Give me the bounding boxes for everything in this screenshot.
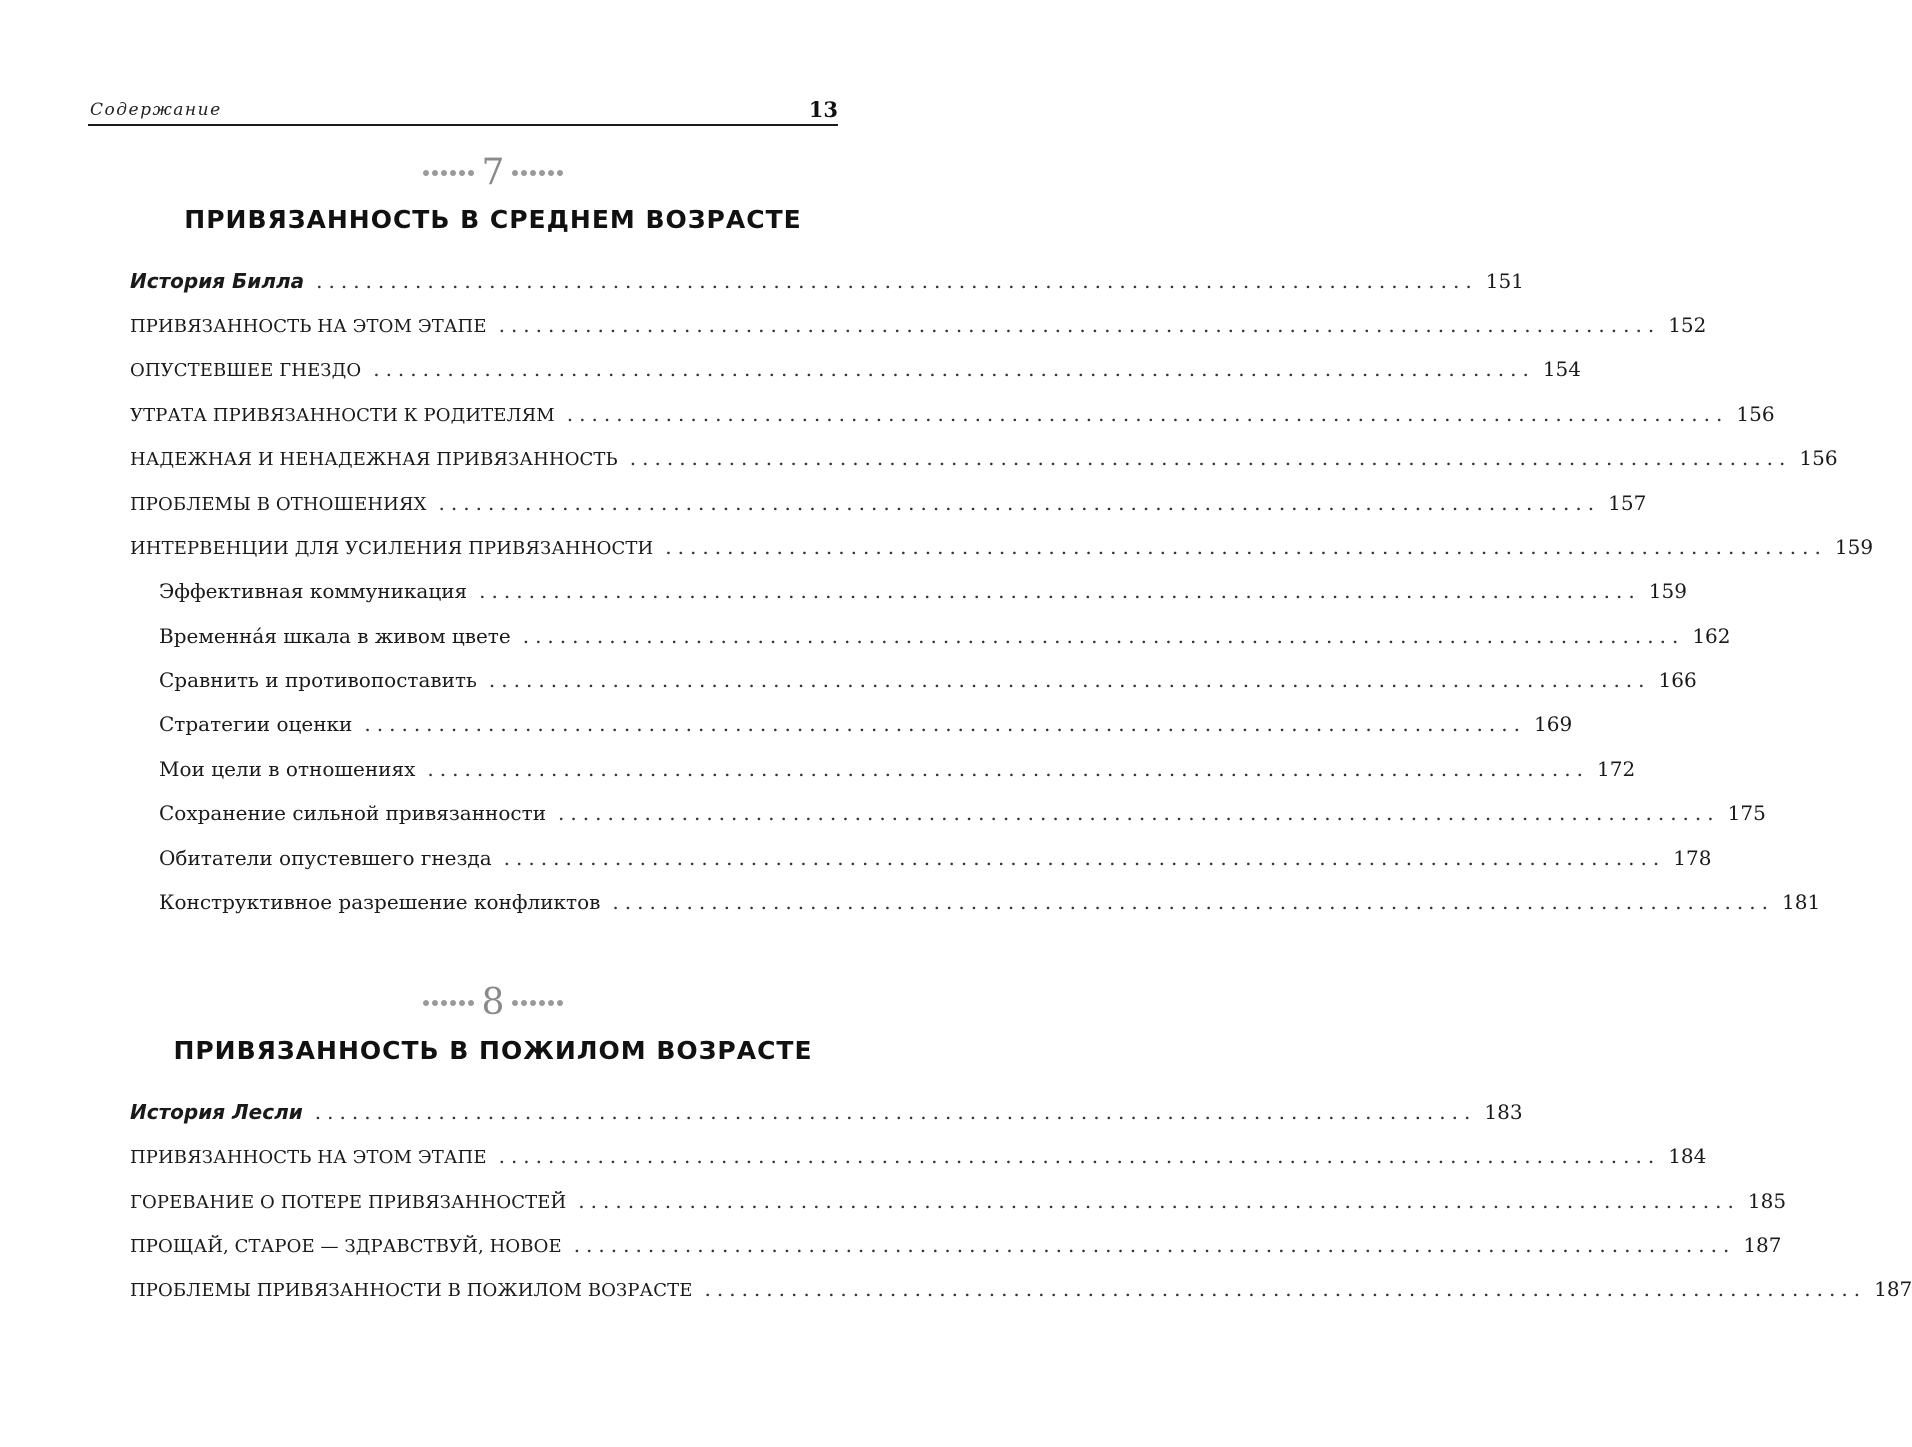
toc-subentry[interactable]: [159, 624, 1731, 654]
toc-entry-label: УТРАТА ПРИВЯЗАННОСТИ К РОДИТЕЛЯМ: [130, 405, 555, 426]
toc-entry-label: ПРИВЯЗАННОСТЬ НА ЭТОМ ЭТАПЕ: [130, 1147, 487, 1168]
chapter-number: 7: [481, 152, 505, 193]
toc-entry-page: 156: [1736, 402, 1775, 426]
toc-entry-page: 184: [1668, 1144, 1707, 1168]
toc-entry-page: 183: [1484, 1100, 1523, 1124]
dot-leader: ..............................................................................................: [578, 1189, 1740, 1213]
dot-leader: ..............................................................................................: [373, 357, 1535, 381]
toc-entry[interactable]: [130, 535, 1874, 565]
dot-leader: ..............................................................................................: [558, 801, 1720, 825]
toc-entry-label: ИНТЕРВЕНЦИИ ДЛЯ УСИЛЕНИЯ ПРИВЯЗАННОСТИ: [130, 538, 654, 559]
dot-ornament-right: [512, 1000, 563, 1006]
toc-entry-label: ПРОБЛЕМЫ В ОТНОШЕНИЯХ: [130, 494, 427, 515]
toc-entry-label: ОПУСТЕВШЕЕ ГНЕЗДО: [130, 360, 362, 381]
dot-leader: ..............................................................................................: [438, 491, 1601, 515]
page-number: 13: [808, 97, 838, 122]
running-header-title: Содержание: [90, 100, 222, 120]
toc-entry[interactable]: [130, 357, 1582, 387]
chapter-title: ПРИВЯЗАННОСТЬ В ПОЖИЛОМ ВОЗРАСТЕ: [173, 1036, 813, 1065]
toc-entry-page: 159: [1648, 579, 1687, 603]
dot-leader: ..............................................................................................: [488, 668, 1651, 692]
running-header: [88, 92, 838, 126]
dot-leader: ..............................................................................................: [316, 269, 1478, 293]
dot-leader: ..............................................................................................: [566, 402, 1729, 426]
dot-leader: ..............................................................................................: [498, 1144, 1661, 1168]
toc-entry[interactable]: [130, 402, 1775, 432]
toc-entry-label: ПРОЩАЙ, СТАРОЕ — ЗДРАВСТВУЙ, НОВОЕ: [130, 1236, 562, 1257]
dot-ornament-right: [512, 170, 563, 176]
toc-entry[interactable]: [130, 269, 1524, 299]
toc-entry[interactable]: [130, 1233, 1782, 1263]
toc-entry-label: Сохранение сильной привязанности: [159, 801, 547, 825]
toc-entry-label: Обитатели опустевшего гнезда: [159, 846, 492, 870]
toc-entry-label: Эффективная коммуникация: [159, 579, 468, 603]
toc-entry-label: ПРОБЛЕМЫ ПРИВЯЗАННОСТИ В ПОЖИЛОМ ВОЗРАСТЕ: [130, 1280, 693, 1301]
chapter-title: ПРИВЯЗАННОСТЬ В СРЕДНЕМ ВОЗРАСТЕ: [184, 205, 802, 234]
toc-subentry[interactable]: [159, 846, 1712, 876]
toc-entry-page: 156: [1799, 446, 1838, 470]
toc-entry-page: 185: [1747, 1189, 1787, 1213]
toc-entry-label: Мои цели в отношениях: [159, 757, 416, 781]
toc-entry-page: 187: [1874, 1277, 1912, 1301]
dot-leader: ..............................................................................................: [665, 535, 1827, 559]
dot-leader: ..............................................................................................: [427, 757, 1589, 781]
toc-entry-page: 172: [1597, 757, 1636, 781]
chapter-number: 8: [481, 982, 505, 1023]
toc-entry[interactable]: [130, 446, 1838, 476]
toc-entry[interactable]: [130, 313, 1707, 343]
dot-leader: ..............................................................................................: [314, 1100, 1477, 1124]
toc-subentry[interactable]: [159, 668, 1697, 698]
toc-entry-label: НАДЕЖНАЯ И НЕНАДЕЖНАЯ ПРИВЯЗАННОСТЬ: [130, 449, 618, 470]
toc-entry-page: 175: [1727, 801, 1766, 825]
toc-entry[interactable]: [130, 1189, 1787, 1219]
toc-subentry[interactable]: [159, 801, 1766, 831]
dot-leader: ..............................................................................................: [479, 579, 1641, 603]
toc-entry-page: 154: [1542, 357, 1582, 381]
dot-leader: ..............................................................................................: [573, 1233, 1736, 1257]
toc-entry-page: 169: [1534, 712, 1573, 736]
toc-entry-label: История Лесли: [130, 1100, 303, 1124]
dot-ornament-left: [423, 170, 474, 176]
toc-entry[interactable]: [130, 1144, 1707, 1174]
toc-subentry[interactable]: [159, 757, 1636, 787]
toc-entry-label: ПРИВЯЗАННОСТЬ НА ЭТОМ ЭТАПЕ: [130, 316, 487, 337]
toc-entry-label: Стратегии оценки: [159, 712, 353, 736]
toc-entry-page: 152: [1668, 313, 1707, 337]
chapter-number-ornament: [0, 153, 986, 193]
toc-subentry[interactable]: [159, 579, 1687, 609]
toc-subentry[interactable]: [159, 712, 1573, 742]
toc-entry-page: 187: [1743, 1233, 1782, 1257]
toc-entry-page: 166: [1658, 668, 1697, 692]
dot-leader: ..............................................................................................: [612, 890, 1774, 914]
toc-entry-label: Сравнить и противопоставить: [159, 668, 477, 692]
dot-leader: ..............................................................................................: [522, 624, 1685, 648]
toc-entry[interactable]: [130, 491, 1647, 521]
toc-entry-page: 159: [1834, 535, 1874, 559]
dot-ornament-left: [423, 1000, 474, 1006]
toc-entry[interactable]: [130, 1277, 1912, 1307]
dot-leader: ..............................................................................................: [503, 846, 1666, 870]
toc-entry-label: Временна́я шкала в живом цвете: [159, 624, 511, 648]
chapter-number-ornament: [0, 983, 986, 1023]
toc-entry-label: ГОРЕВАНИЕ О ПОТЕРЕ ПРИВЯЗАННОСТЕЙ: [130, 1192, 567, 1213]
toc-entry-page: 151: [1485, 269, 1524, 293]
dot-leader: ..............................................................................................: [364, 712, 1526, 736]
toc-entry-label: Конструктивное разрешение конфликтов: [159, 890, 601, 914]
dot-leader: ..............................................................................................: [704, 1277, 1867, 1301]
toc-entry-label: История Билла: [130, 269, 305, 293]
toc-entry-page: 178: [1673, 846, 1712, 870]
toc-entry[interactable]: [130, 1100, 1523, 1130]
toc-entry-page: 162: [1692, 624, 1731, 648]
toc-entry-page: 157: [1608, 491, 1647, 515]
dot-leader: ..............................................................................................: [629, 446, 1792, 470]
toc-entry-page: 181: [1782, 890, 1821, 914]
toc-subentry[interactable]: [159, 890, 1821, 920]
dot-leader: ..............................................................................................: [498, 313, 1661, 337]
